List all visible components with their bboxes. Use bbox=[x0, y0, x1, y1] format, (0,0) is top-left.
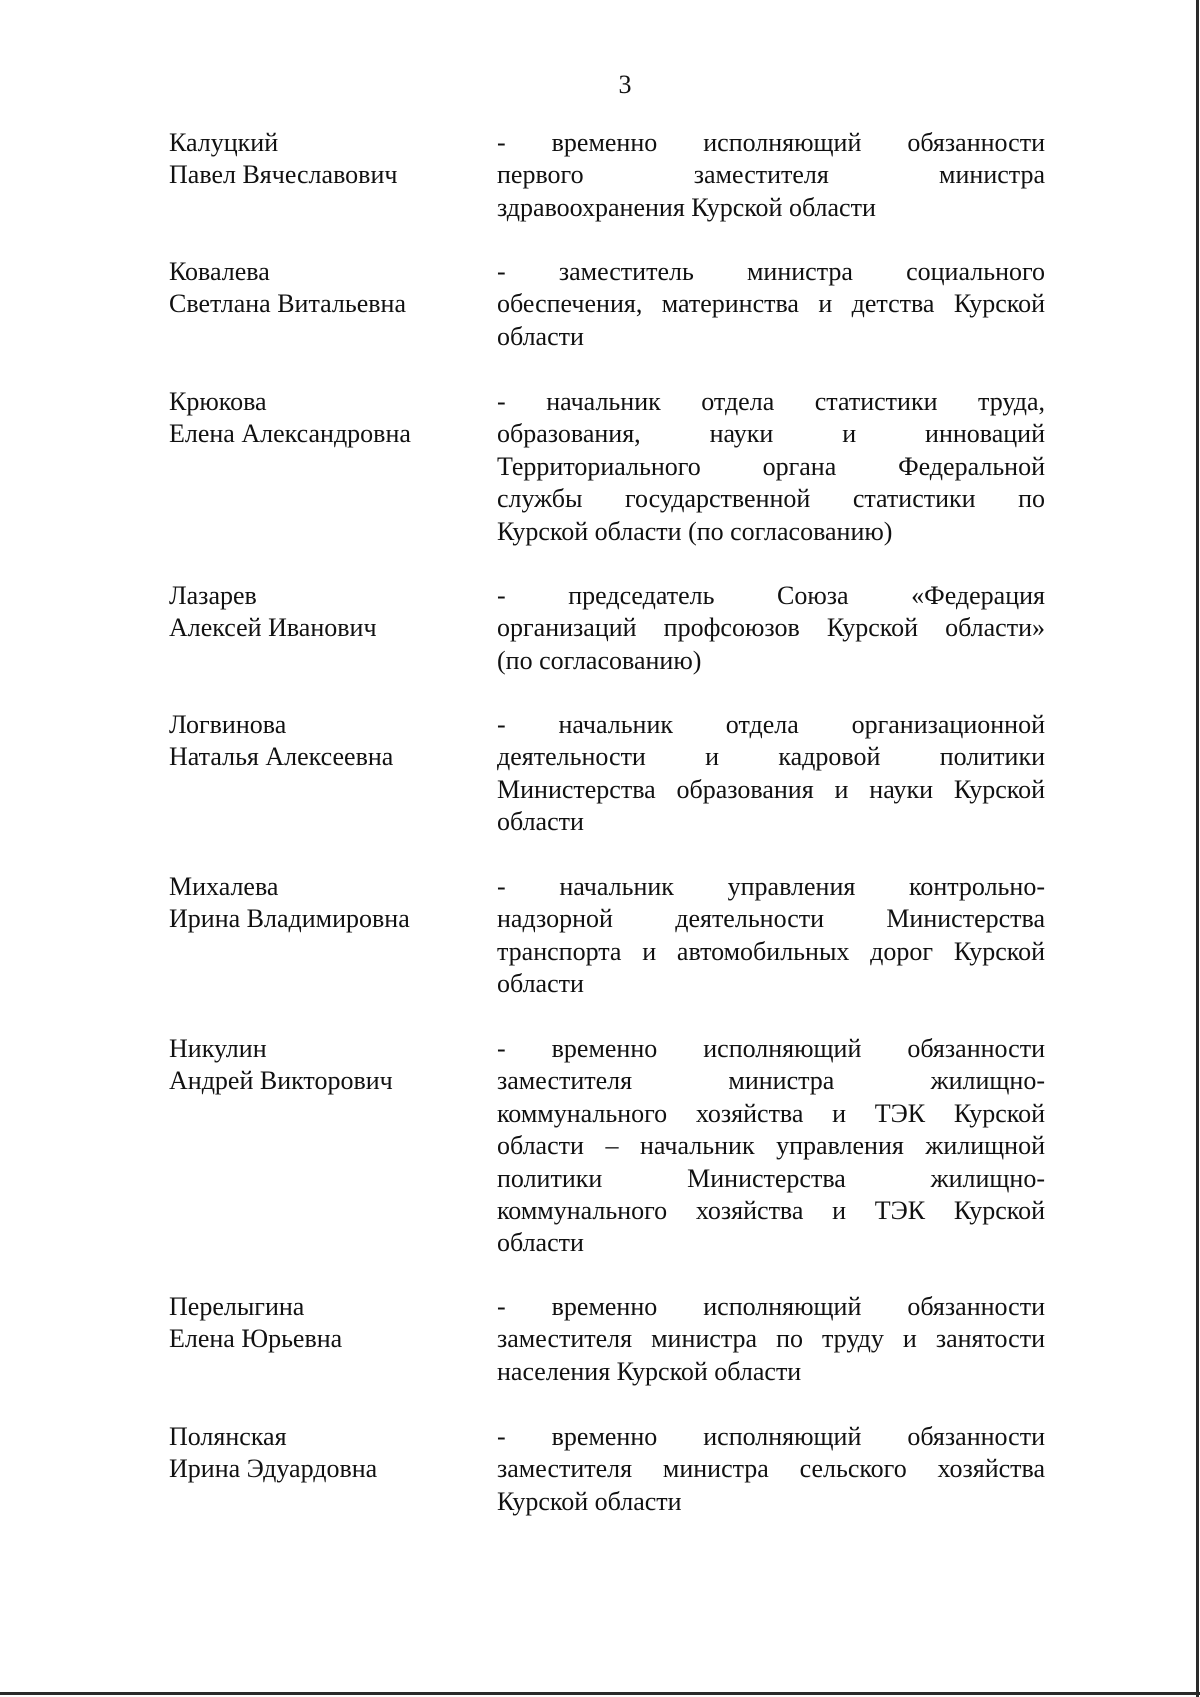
position-line: заместителя министра сельского хозяйства bbox=[497, 1454, 1045, 1484]
position-line: обеспечения, материнства и детства Курской bbox=[497, 289, 1045, 319]
member-given-names: Ирина Эдуардовна bbox=[169, 1454, 378, 1484]
member-position bbox=[497, 709, 1045, 839]
member-name bbox=[169, 127, 469, 192]
position-line: области bbox=[497, 807, 584, 837]
member-given-names: Алексей Иванович bbox=[169, 613, 377, 643]
position-line: деятельности и кадровой политики bbox=[497, 742, 1045, 772]
member-name bbox=[169, 709, 469, 774]
position-line: области bbox=[497, 321, 584, 351]
member-surname: Лазарев bbox=[169, 581, 257, 610]
member-surname: Перелыгина bbox=[169, 1292, 305, 1321]
member-surname: Полянская bbox=[169, 1422, 287, 1451]
position-line: политики Министерства жилищно- bbox=[497, 1163, 1045, 1193]
member-surname: Михалева bbox=[169, 872, 279, 901]
member-given-names: Светлана Витальевна bbox=[169, 289, 406, 319]
member-surname: Ковалева bbox=[169, 257, 270, 286]
member-surname: Крюкова bbox=[169, 387, 267, 416]
member-name bbox=[169, 1033, 469, 1098]
scan-edge-right bbox=[1196, 0, 1199, 1697]
member-given-names: Ирина Владимировна bbox=[169, 904, 410, 934]
member-name bbox=[169, 871, 469, 936]
position-line: населения Курской области bbox=[497, 1356, 802, 1386]
position-line: Курской области bbox=[497, 1486, 682, 1516]
member-given-names: Наталья Алексеевна bbox=[169, 742, 394, 772]
position-line: - начальник отдела организационной bbox=[497, 710, 1045, 739]
member-given-names: Андрей Викторович bbox=[169, 1066, 393, 1096]
member-name bbox=[169, 256, 469, 321]
position-line: заместителя министра жилищно- bbox=[497, 1066, 1045, 1096]
position-line: образования, науки и инноваций bbox=[497, 419, 1045, 449]
member-surname: Логвинова bbox=[169, 710, 287, 739]
position-line: Территориального органа Федеральной bbox=[497, 451, 1045, 481]
position-line: коммунального хозяйства и ТЭК Курской bbox=[497, 1098, 1045, 1128]
position-line: Курской области (по согласованию) bbox=[497, 516, 893, 546]
member-name bbox=[169, 1421, 469, 1486]
member-position bbox=[497, 871, 1045, 1001]
position-line: - начальник отдела статистики труда, bbox=[497, 387, 1045, 416]
member-position bbox=[497, 580, 1045, 677]
member-position bbox=[497, 256, 1045, 353]
position-line: - заместитель министра социального bbox=[497, 257, 1045, 286]
position-line: организаций профсоюзов Курской области» bbox=[497, 613, 1045, 643]
member-name bbox=[169, 1291, 469, 1356]
position-line: (по согласованию) bbox=[497, 645, 702, 675]
position-line: области – начальник управления жилищной bbox=[497, 1131, 1045, 1161]
position-line: надзорной деятельности Министерства bbox=[497, 904, 1045, 934]
member-surname: Никулин bbox=[169, 1034, 267, 1063]
member-given-names: Елена Юрьевна bbox=[169, 1324, 343, 1354]
member-position bbox=[497, 1421, 1045, 1518]
page-number: 3 bbox=[618, 70, 632, 99]
member-position bbox=[497, 127, 1045, 224]
position-line: - начальник управления контрольно- bbox=[497, 872, 1045, 901]
member-given-names: Елена Александровна bbox=[169, 419, 411, 449]
position-line: области bbox=[497, 969, 584, 999]
member-position bbox=[497, 1033, 1045, 1260]
position-line: первого заместителя министра bbox=[497, 160, 1045, 190]
position-line: здравоохранения Курской области bbox=[497, 192, 876, 222]
position-line: области bbox=[497, 1228, 584, 1258]
scan-edge-bottom bbox=[0, 1692, 1200, 1695]
position-line: Министерства образования и науки Курской bbox=[497, 774, 1045, 804]
member-given-names: Павел Вячеславович bbox=[169, 160, 398, 190]
position-line: службы государственной статистики по bbox=[497, 484, 1045, 514]
member-name bbox=[169, 580, 469, 645]
position-line: - временно исполняющий обязанности bbox=[497, 1292, 1045, 1321]
position-line: коммунального хозяйства и ТЭК Курской bbox=[497, 1196, 1045, 1226]
position-line: заместителя министра по труду и занятости bbox=[497, 1324, 1045, 1354]
member-name bbox=[169, 386, 469, 451]
position-line: - временно исполняющий обязанности bbox=[497, 128, 1045, 157]
member-position bbox=[497, 386, 1045, 548]
member-position bbox=[497, 1291, 1045, 1388]
position-line: - председатель Союза «Федерация bbox=[497, 581, 1045, 610]
position-line: - временно исполняющий обязанности bbox=[497, 1422, 1045, 1451]
position-line: - временно исполняющий обязанности bbox=[497, 1034, 1045, 1063]
member-surname: Калуцкий bbox=[169, 128, 279, 157]
position-line: транспорта и автомобильных дорог Курской bbox=[497, 936, 1045, 966]
